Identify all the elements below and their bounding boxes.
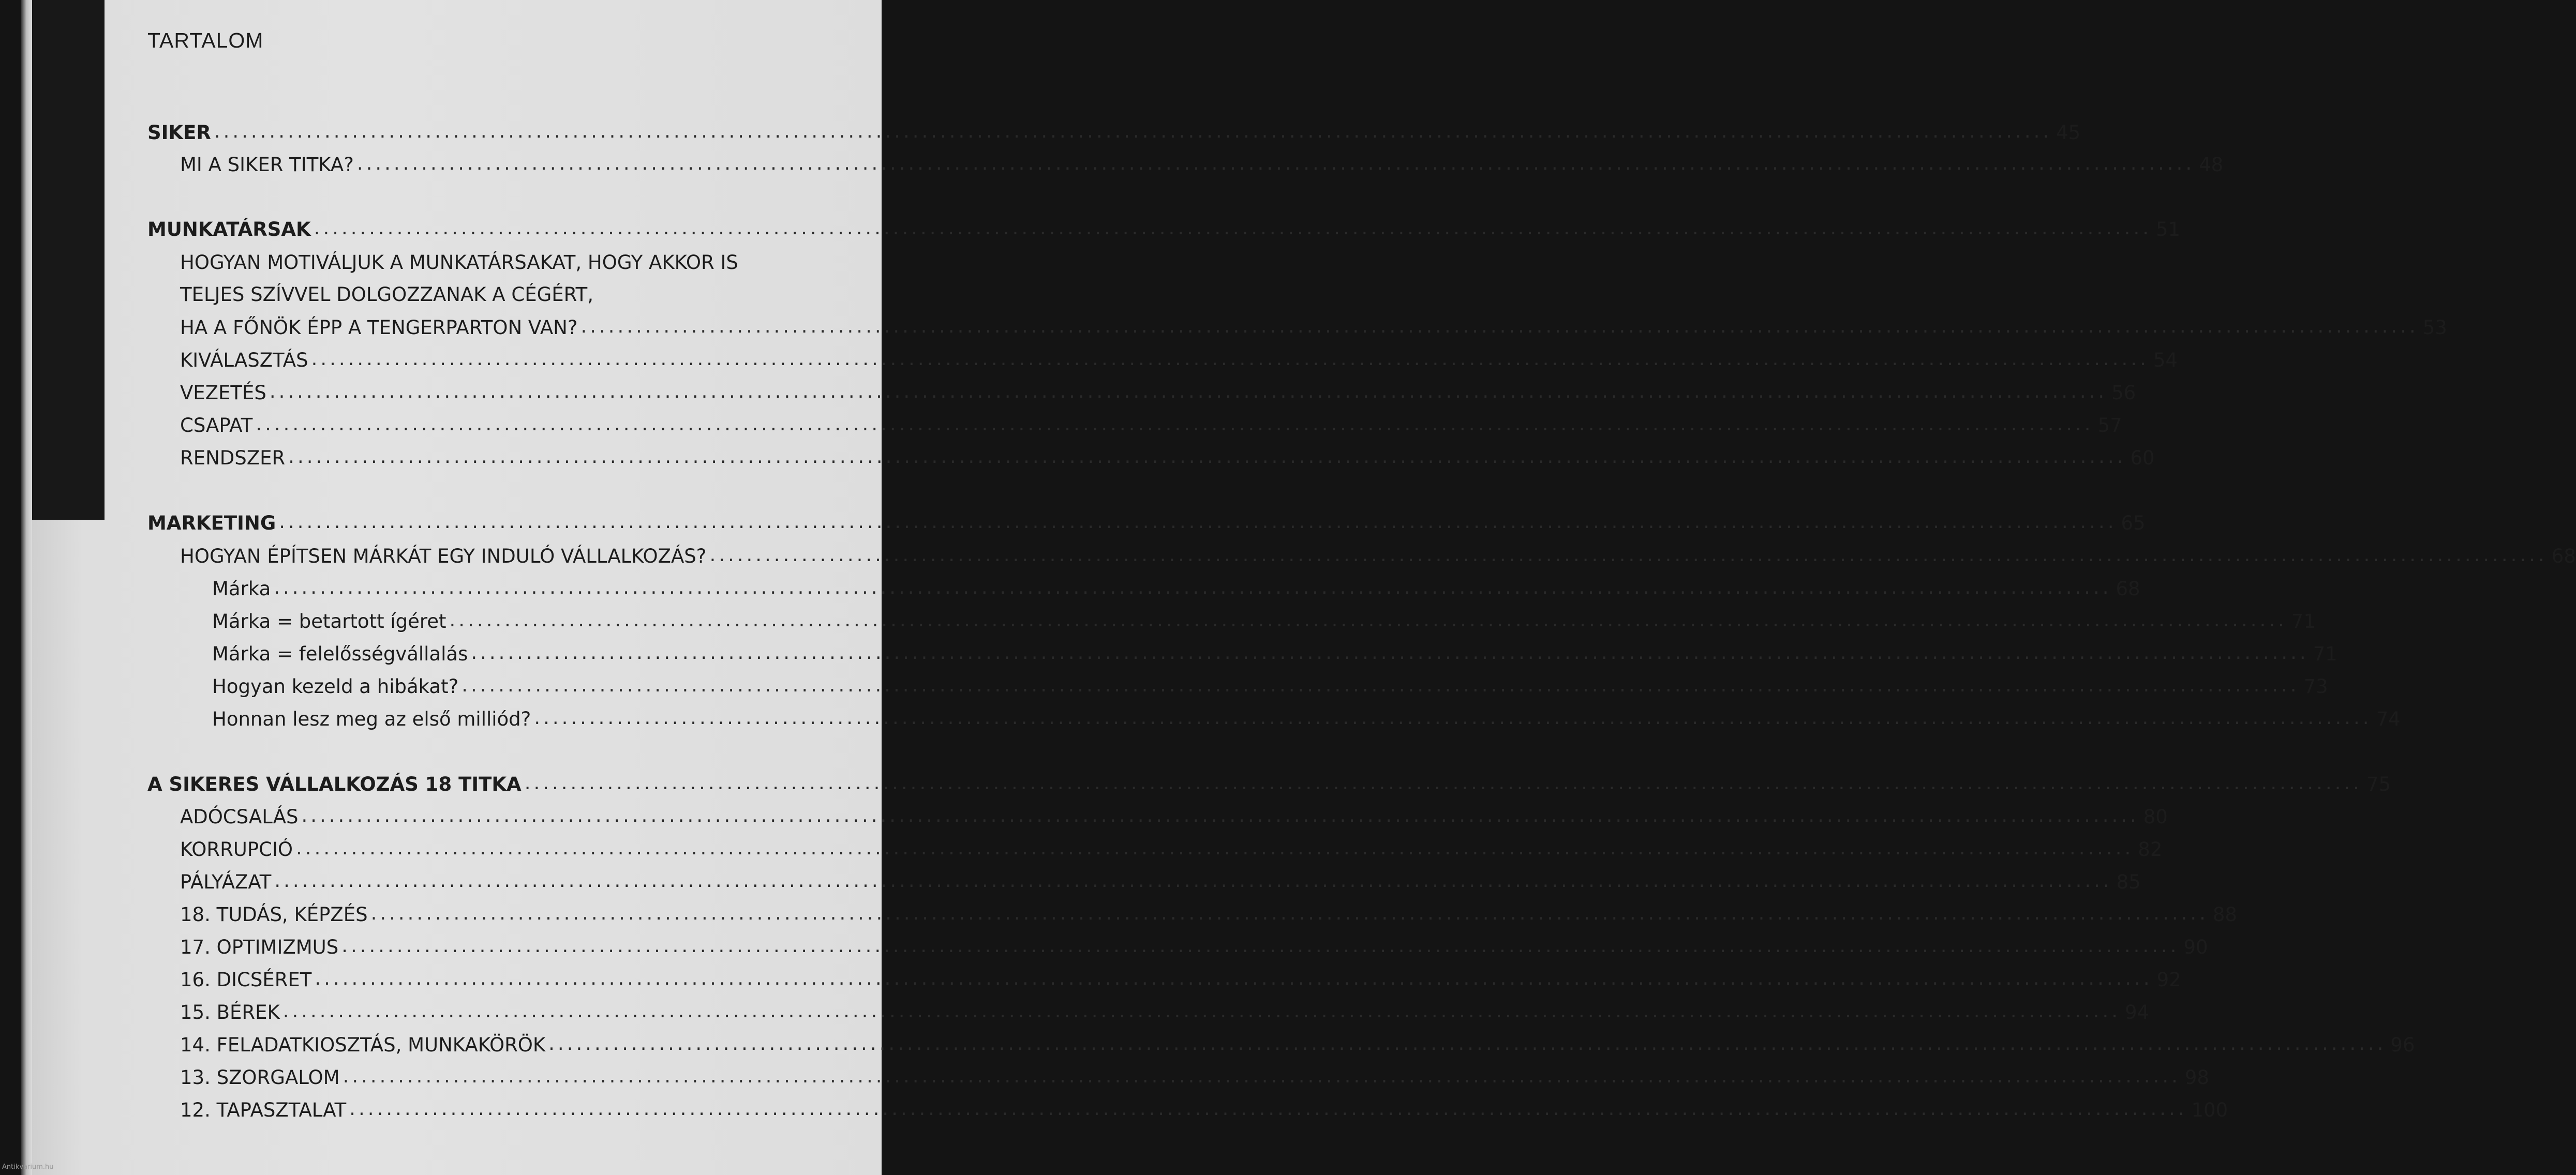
toc-entry-title: HA A FŐNÖK ÉPP A TENGERPARTON VAN? — [180, 317, 578, 339]
toc-entry-title: HOGYAN ÉPÍTSEN MÁRKÁT EGY INDULÓ VÁLLALKOZÁS? — [180, 545, 707, 567]
toc-page-number: 85 — [2116, 871, 2141, 893]
toc-page-number: 57 — [2097, 414, 2122, 436]
toc-subentry — [212, 672, 2328, 698]
toc-entry-title: 18. TUDÁS, KÉPZÉS — [180, 903, 368, 926]
toc-leader: ........................................................................................................................................................................................................ — [214, 120, 2052, 142]
toc-leader: ........................................................................................................................................................................................................ — [356, 152, 2195, 174]
toc-leader: ........................................................................................................................................................................................................ — [580, 315, 2419, 337]
toc-leader: ........................................................................................................................................................................................................ — [269, 380, 2108, 402]
toc-leader: ........................................................................................................................................................................................................ — [461, 674, 2300, 696]
toc-page-number: 68 — [2551, 545, 2576, 567]
toc-entry — [180, 541, 2576, 567]
toc-subentry-title: Márka = felelősségvállalás — [212, 643, 468, 665]
watermark: Antikvarium.hu — [2, 1163, 54, 1171]
toc-entry-title: 13. SZORGALOM — [180, 1066, 340, 1089]
toc-leader: ........................................................................................................................................................................................................ — [301, 804, 2139, 826]
toc-subentry — [212, 704, 2401, 730]
toc-subentry-title: Márka = betartott ígéret — [212, 610, 446, 632]
toc-leader: ........................................................................................................................................................................................................ — [709, 544, 2548, 566]
toc-leader: ........................................................................................................................................................................................................ — [524, 772, 2362, 794]
toc-page-number: 96 — [2390, 1034, 2415, 1056]
toc-section-title: MARKETING — [147, 512, 276, 534]
toc-section — [147, 508, 2146, 534]
toc-entry — [180, 411, 2122, 436]
toc-section-title: SIKER — [147, 122, 211, 144]
toc-entry-title: KIVÁLASZTÁS — [180, 349, 308, 371]
toc-entry — [180, 835, 2163, 861]
toc-page-number: 75 — [2366, 773, 2391, 795]
toc-entry — [180, 378, 2136, 404]
toc-entry-title: 16. DICSÉRET — [180, 969, 312, 991]
toc-page-number: 98 — [2184, 1066, 2209, 1089]
toc-leader: ........................................................................................................................................................................................................ — [341, 935, 2180, 957]
toc-leader: ........................................................................................................................................................................................................ — [349, 1097, 2187, 1120]
page-title: TARTALOM — [147, 28, 264, 52]
toc-entry-line: HOGYAN MOTIVÁLJUK A MUNKATÁRSAKAT, HOGY AKKOR IS — [180, 251, 738, 274]
toc-section-title: A SIKERES VÁLLALKOZÁS 18 TITKA — [147, 773, 522, 795]
toc-subentry — [212, 574, 2140, 600]
toc-page-number: 51 — [2155, 218, 2181, 240]
toc-page-number: 60 — [2130, 447, 2155, 469]
toc-page-number: 100 — [2191, 1099, 2228, 1121]
toc-leader: ........................................................................................................................................................................................................ — [288, 445, 2126, 468]
toc-entry-title: ADÓCSALÁS — [180, 806, 299, 828]
toc-subentry — [212, 639, 2337, 665]
toc-page-number: 56 — [2111, 382, 2136, 404]
toc-entry-title: 15. BÉREK — [180, 1001, 280, 1023]
toc-page-number: 80 — [2143, 806, 2168, 828]
toc-leader: ........................................................................................................................................................................................................ — [314, 217, 2152, 239]
toc-entry-title: VEZETÉS — [180, 382, 266, 404]
toc-entry — [180, 965, 2181, 991]
toc-leader: ........................................................................................................................................................................................................ — [274, 576, 2112, 598]
toc-leader: ........................................................................................................................................................................................................ — [296, 837, 2134, 859]
toc-page-number: 71 — [2313, 643, 2337, 665]
toc-entry — [180, 345, 2178, 371]
toc-page-number: 82 — [2138, 838, 2163, 861]
toc-leader: ........................................................................................................................................................................................................ — [343, 1065, 2181, 1087]
toc-page-number: 68 — [2116, 578, 2140, 600]
toc-leader: ........................................................................................................................................................................................................ — [370, 902, 2209, 924]
toc-leader: ........................................................................................................................................................................................................ — [256, 413, 2094, 435]
toc-entry — [180, 1030, 2415, 1056]
toc-entry — [180, 443, 2155, 469]
toc-leader: ........................................................................................................................................................................................................ — [311, 348, 2149, 370]
toc-subentry-title: Hogyan kezeld a hibákat? — [212, 675, 459, 698]
toc-leader: ........................................................................................................................................................................................................ — [471, 641, 2309, 664]
toc-subentry-title: Márka — [212, 578, 271, 600]
toc-page-number: 92 — [2156, 969, 2181, 991]
toc-page-number: 71 — [2291, 610, 2316, 632]
toc-entry — [180, 867, 2141, 893]
toc-section — [147, 215, 2181, 240]
toc-page-number: 45 — [2056, 122, 2081, 144]
toc-entry — [180, 802, 2168, 828]
toc-page-number: 94 — [2124, 1001, 2150, 1023]
toc-page-number: 88 — [2212, 903, 2237, 926]
toc-entry-title: 17. OPTIMIZMUS — [180, 936, 339, 958]
toc-entry — [180, 932, 2208, 958]
toc-page-number: 90 — [2183, 936, 2208, 958]
toc-entry-title: MI A SIKER TITKA? — [180, 154, 354, 176]
toc-leader: ........................................................................................................................................................................................................ — [534, 706, 2372, 729]
toc-page-number: 53 — [2422, 317, 2447, 339]
toc-entry — [180, 1063, 2209, 1089]
toc-page-number: 73 — [2303, 675, 2328, 698]
toc-section-title: MUNKATÁRSAK — [147, 218, 311, 240]
toc-entry — [180, 1095, 2228, 1121]
toc-entry-title: 14. FELADATKIOSZTÁS, MUNKAKÖRÖK — [180, 1034, 546, 1056]
toc-entry — [180, 313, 2447, 339]
toc-entry-title: 12. TAPASZTALAT — [180, 1099, 347, 1121]
toc-page-number: 54 — [2153, 349, 2178, 371]
toc-subentry — [212, 607, 2316, 632]
toc-entry-title: PÁLYÁZAT — [180, 871, 272, 893]
toc-entry — [180, 998, 2150, 1023]
toc-page-number: 48 — [2199, 154, 2224, 176]
toc-leader: ........................................................................................................................................................................................................ — [279, 510, 2117, 533]
toc-page-number: 74 — [2376, 708, 2401, 730]
toc-entry-title: RENDSZER — [180, 447, 286, 469]
toc-page-number: 65 — [2121, 512, 2146, 534]
toc-section — [147, 118, 2081, 144]
toc-entry-title: CSAPAT — [180, 414, 253, 436]
toc-entry-line: TELJES SZÍVVEL DOLGOZZANAK A CÉGÉRT, — [180, 283, 594, 306]
toc-leader: ........................................................................................................................................................................................................ — [274, 869, 2112, 892]
toc-section — [147, 770, 2391, 795]
toc-entry — [180, 900, 2237, 926]
toc-leader: ........................................................................................................................................................................................................ — [315, 967, 2153, 989]
toc-entry — [180, 150, 2224, 176]
toc-subentry-title: Honnan lesz meg az első milliód? — [212, 708, 531, 730]
toc-leader: ........................................................................................................................................................................................................ — [548, 1032, 2387, 1055]
toc-leader: ........................................................................................................................................................................................................ — [449, 609, 2287, 631]
toc-entry-title: KORRUPCIÓ — [180, 838, 293, 861]
toc-leader: ........................................................................................................................................................................................................ — [282, 1000, 2121, 1022]
